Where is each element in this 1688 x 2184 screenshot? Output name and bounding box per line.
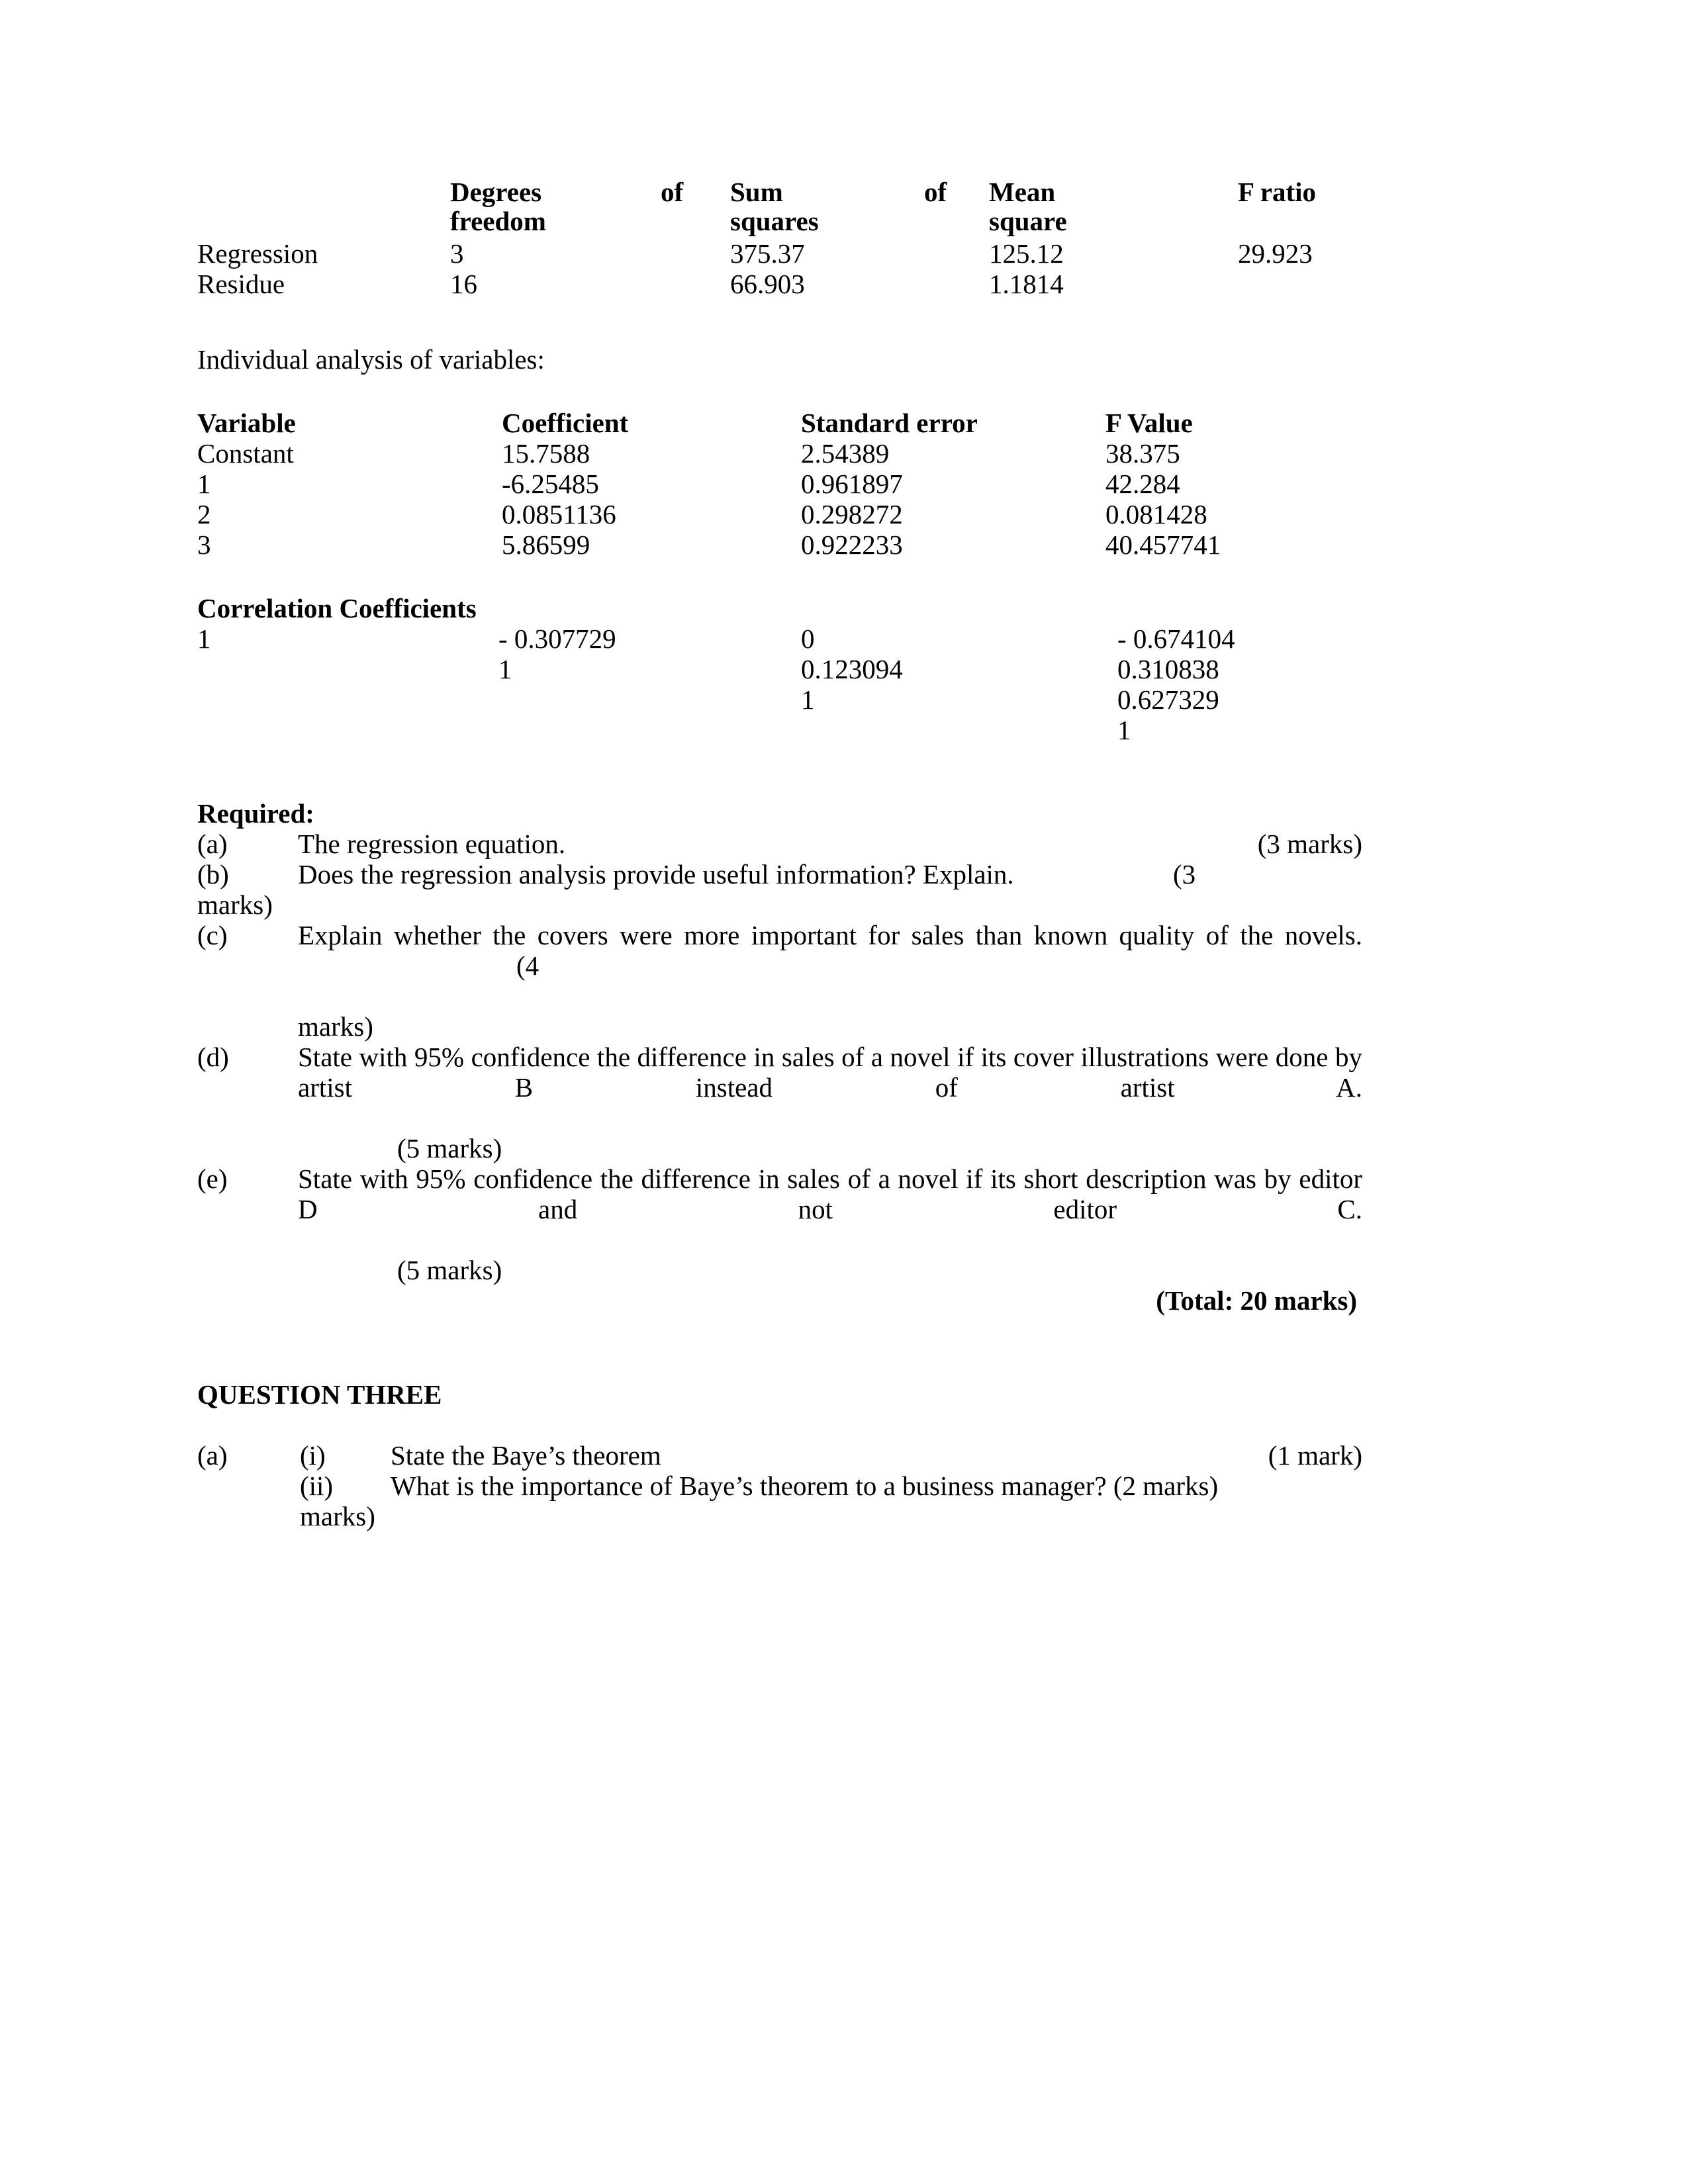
table-header-row <box>197 408 1362 438</box>
anova-row-f: 29.923 <box>1238 238 1313 269</box>
anova-header-of-1: of <box>661 177 684 207</box>
correlation-cell-2: 1 <box>498 654 512 684</box>
required-item-text: The regression equation. <box>298 829 566 859</box>
table-row <box>197 438 1362 469</box>
correlation-cell-3: 1 <box>801 684 815 715</box>
variables-cell-f-value: 38.375 <box>1105 438 1180 469</box>
required-item-marks-open: (3 <box>1172 859 1196 889</box>
question-three-label-i: (i) <box>300 1440 326 1471</box>
correlation-cell-4: 0.627329 <box>1117 684 1219 715</box>
anova-row-ms: 1.1814 <box>989 269 1064 299</box>
table-row <box>197 684 1362 715</box>
spacer <box>197 1316 1362 1379</box>
question-three-text-ii: What is the importance of Baye’s theorem to a business manager? (2 marks) <box>391 1471 1219 1501</box>
anova-header-square: square <box>989 206 1067 236</box>
table-row <box>197 623 1362 654</box>
required-item-c-marks-cont <box>197 1011 1362 1042</box>
required-item-d <box>197 1042 1362 1133</box>
correlation-cell-4: - 0.674104 <box>1117 623 1235 654</box>
total-marks: (Total: 20 marks) <box>1156 1285 1357 1316</box>
question-three-item-a-ii <box>197 1471 1362 1501</box>
variables-cell-coefficient: 15.7588 <box>502 438 590 469</box>
spacer <box>197 1410 1362 1440</box>
anova-header-mean: Mean <box>989 177 1056 207</box>
variables-cell-f-value: 0.081428 <box>1105 499 1207 529</box>
question-three-text-i: State the Baye’s theorem <box>391 1440 661 1471</box>
anova-row-df: 16 <box>450 269 477 299</box>
required-item-e <box>197 1163 1362 1255</box>
question-three-title: QUESTION THREE <box>197 1379 442 1410</box>
required-item-d-marks: (5 marks) <box>397 1133 502 1163</box>
variables-header-standard-error: Standard error <box>801 408 978 438</box>
required-item-b <box>197 859 1362 889</box>
required-item-marks: (3 marks) <box>1257 829 1362 859</box>
variables-cell-standard-error: 0.922233 <box>801 529 903 560</box>
variables-cell-coefficient: -6.25485 <box>502 469 599 499</box>
table-row <box>197 715 1362 745</box>
anova-row-ms: 125.12 <box>989 238 1064 269</box>
variables-cell-standard-error: 0.298272 <box>801 499 903 529</box>
required-item-text: Explain whether the covers were more important for sales than known quality of the novels.(4 <box>298 920 1362 981</box>
anova-header-f-ratio: F ratio <box>1238 177 1317 207</box>
required-item-label: (c) <box>197 920 228 950</box>
required-item-label: (e) <box>197 1163 228 1194</box>
anova-header-sum: Sum <box>730 177 783 207</box>
variables-header-coefficient: Coefficient <box>502 408 629 438</box>
variables-cell-variable: 2 <box>197 499 211 529</box>
required-item-text: State with 95% confidence the difference in sales of a novel if its short description was by editor D and not editor C. <box>298 1163 1362 1224</box>
question-three-marks-i: (1 mark) <box>1268 1440 1362 1471</box>
spacer <box>197 745 1362 798</box>
question-three-item-a-i <box>197 1440 1362 1471</box>
table-row <box>197 499 1362 529</box>
variables-cell-standard-error: 2.54389 <box>801 438 890 469</box>
anova-header-squares: squares <box>730 206 819 236</box>
correlation-cell-4: 1 <box>1117 715 1131 745</box>
required-item-label: (d) <box>197 1042 229 1072</box>
table-row <box>197 529 1362 560</box>
required-item-label: (a) <box>197 829 228 859</box>
anova-header-of-2: of <box>924 177 947 207</box>
question-three-label-a: (a) <box>197 1440 228 1471</box>
variables-cell-variable: 1 <box>197 469 211 499</box>
anova-row-df: 3 <box>450 238 464 269</box>
required-item-label: (b) <box>197 859 229 889</box>
variables-header-f-value: F Value <box>1105 408 1193 438</box>
required-item-b-marks-cont: marks) <box>197 889 273 920</box>
variables-cell-f-value: 42.284 <box>1105 469 1180 499</box>
variables-header-variable: Variable <box>197 408 296 438</box>
correlation-cell-2: - 0.307729 <box>498 623 616 654</box>
required-item-e-marks: (5 marks) <box>397 1255 502 1285</box>
spacer <box>197 314 1362 344</box>
correlation-cell-1: 1 <box>197 623 211 654</box>
anova-row-label: Regression <box>197 238 318 269</box>
anova-table <box>197 177 1362 314</box>
question-three-label-ii: (ii) <box>300 1471 334 1501</box>
required-item-text: State with 95% confidence the difference in sales of a novel if its cover illustrations were done by artist B instead of artist A. <box>298 1042 1362 1103</box>
question-three-marks-cont: marks) <box>300 1501 375 1531</box>
correlation-cell-4: 0.310838 <box>1117 654 1219 684</box>
required-item-c <box>197 920 1362 1011</box>
variables-cell-coefficient: 5.86599 <box>502 529 590 560</box>
variables-cell-variable: 3 <box>197 529 211 560</box>
page-content <box>197 177 1362 1531</box>
variables-cell-variable: Constant <box>197 438 294 469</box>
required-item-a <box>197 829 1362 859</box>
individual-analysis-intro: Individual analysis of variables: <box>197 344 545 375</box>
anova-row-ss: 375.37 <box>730 238 805 269</box>
variables-cell-standard-error: 0.961897 <box>801 469 903 499</box>
variables-cell-coefficient: 0.0851136 <box>502 499 616 529</box>
correlation-cell-3: 0.123094 <box>801 654 903 684</box>
marks-continuation: marks) <box>298 1011 373 1042</box>
anova-header-degrees: Degrees <box>450 177 542 207</box>
table-row <box>197 469 1362 499</box>
table-row <box>197 654 1362 684</box>
required-item-text: Does the regression analysis provide useful information? Explain. <box>298 859 1014 889</box>
required-title: Required: <box>197 798 314 829</box>
spacer <box>197 560 1362 593</box>
variables-cell-f-value: 40.457741 <box>1105 529 1221 560</box>
anova-header-freedom: freedom <box>450 206 546 236</box>
anova-row-ss: 66.903 <box>730 269 805 299</box>
correlation-coefficients-title: Correlation Coefficients <box>197 593 477 623</box>
spacer <box>197 375 1362 408</box>
variables-table <box>197 408 1362 560</box>
correlation-cell-3: 0 <box>801 623 815 654</box>
correlation-table <box>197 623 1362 745</box>
anova-row-label: Residue <box>197 269 285 299</box>
